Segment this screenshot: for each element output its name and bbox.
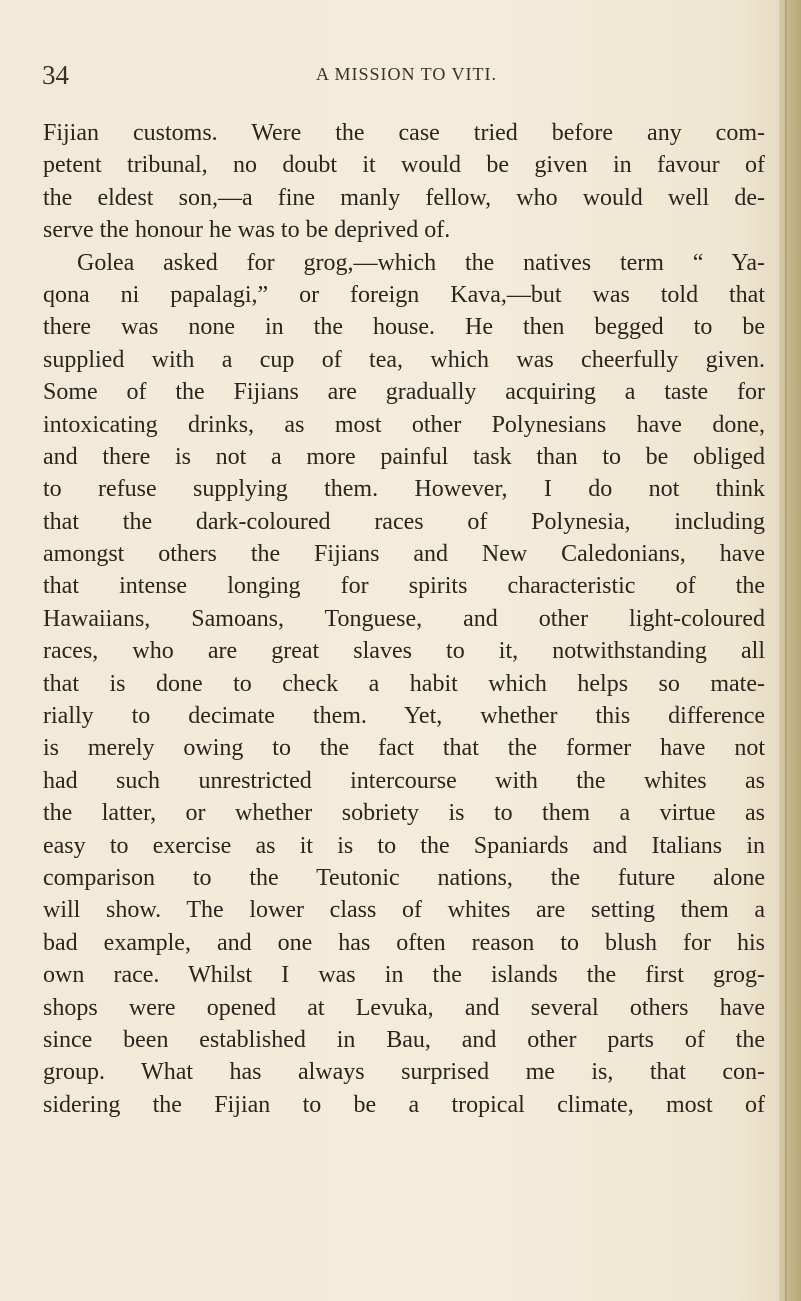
text-line: that intense longing for spirits characteristic of the bbox=[43, 573, 765, 600]
text-line: and there is not a more painful task than to be obliged bbox=[43, 443, 765, 470]
text-line: Some of the Fijians are gradually acquiring a taste for bbox=[43, 379, 765, 406]
text-line: there was none in the house. He then begged to be bbox=[43, 314, 765, 341]
text-line: rially to decimate them. Yet, whether this difference bbox=[43, 703, 765, 730]
text-line: Golea asked for grog,—which the natives term “ Ya- bbox=[77, 249, 765, 276]
running-head: A MISSION TO VITI. bbox=[315, 64, 498, 84]
text-line: the eldest son,—a fine manly fellow, who would well de- bbox=[43, 184, 765, 211]
text-line: had such unrestricted intercourse with the whites as bbox=[43, 767, 765, 794]
text-line: petent tribunal, no doubt it would be given in favour of bbox=[43, 152, 765, 179]
text-line: own race. Whilst I was in the islands the first grog- bbox=[43, 962, 765, 989]
body-text bbox=[43, 117, 765, 1121]
text-line: that is done to check a habit which helps so mate- bbox=[43, 670, 765, 697]
text-line: intoxicating drinks, as most other Polynesians have done, bbox=[43, 411, 765, 438]
text-line: the latter, or whether sobriety is to them a virtue as bbox=[43, 800, 765, 827]
text-line: qona ni papalagi,” or foreign Kava,—but was told that bbox=[43, 281, 765, 308]
text-line: to refuse supplying them. However, I do not think bbox=[43, 476, 765, 503]
text-line: comparison to the Teutonic nations, the future alone bbox=[43, 864, 765, 891]
text-line: supplied with a cup of tea, which was cheerfully given. bbox=[43, 346, 765, 373]
page-edge-shadow bbox=[779, 0, 801, 1301]
page-number: 34 bbox=[42, 60, 69, 90]
text-line: that the dark-coloured races of Polynesia, including bbox=[43, 508, 765, 535]
text-line: will show. The lower class of whites are setting them a bbox=[43, 897, 765, 924]
text-line: group. What has always surprised me is, that con- bbox=[43, 1059, 765, 1086]
text-line: easy to exercise as it is to the Spaniards and Italians in bbox=[43, 832, 765, 859]
text-line: sidering the Fijian to be a tropical climate, most of bbox=[43, 1091, 765, 1118]
text-line: serve the honour he was to be deprived of. bbox=[43, 217, 451, 244]
text-line: races, who are great slaves to it, notwithstanding all bbox=[43, 638, 765, 665]
page-edge-line bbox=[785, 0, 787, 1301]
text-line: Hawaiians, Samoans, Tonguese, and other light-coloured bbox=[43, 605, 765, 632]
text-line: shops were opened at Levuka, and several others have bbox=[43, 994, 765, 1021]
text-line: since been established in Bau, and other parts of the bbox=[43, 1026, 765, 1053]
page-header bbox=[0, 58, 801, 98]
text-line: is merely owing to the fact that the former have not bbox=[43, 735, 765, 762]
text-line: amongst others the Fijians and New Caledonians, have bbox=[43, 541, 765, 568]
text-line: Fijian customs. Were the case tried before any com- bbox=[43, 120, 765, 146]
text-line: bad example, and one has often reason to blush for his bbox=[43, 929, 765, 956]
